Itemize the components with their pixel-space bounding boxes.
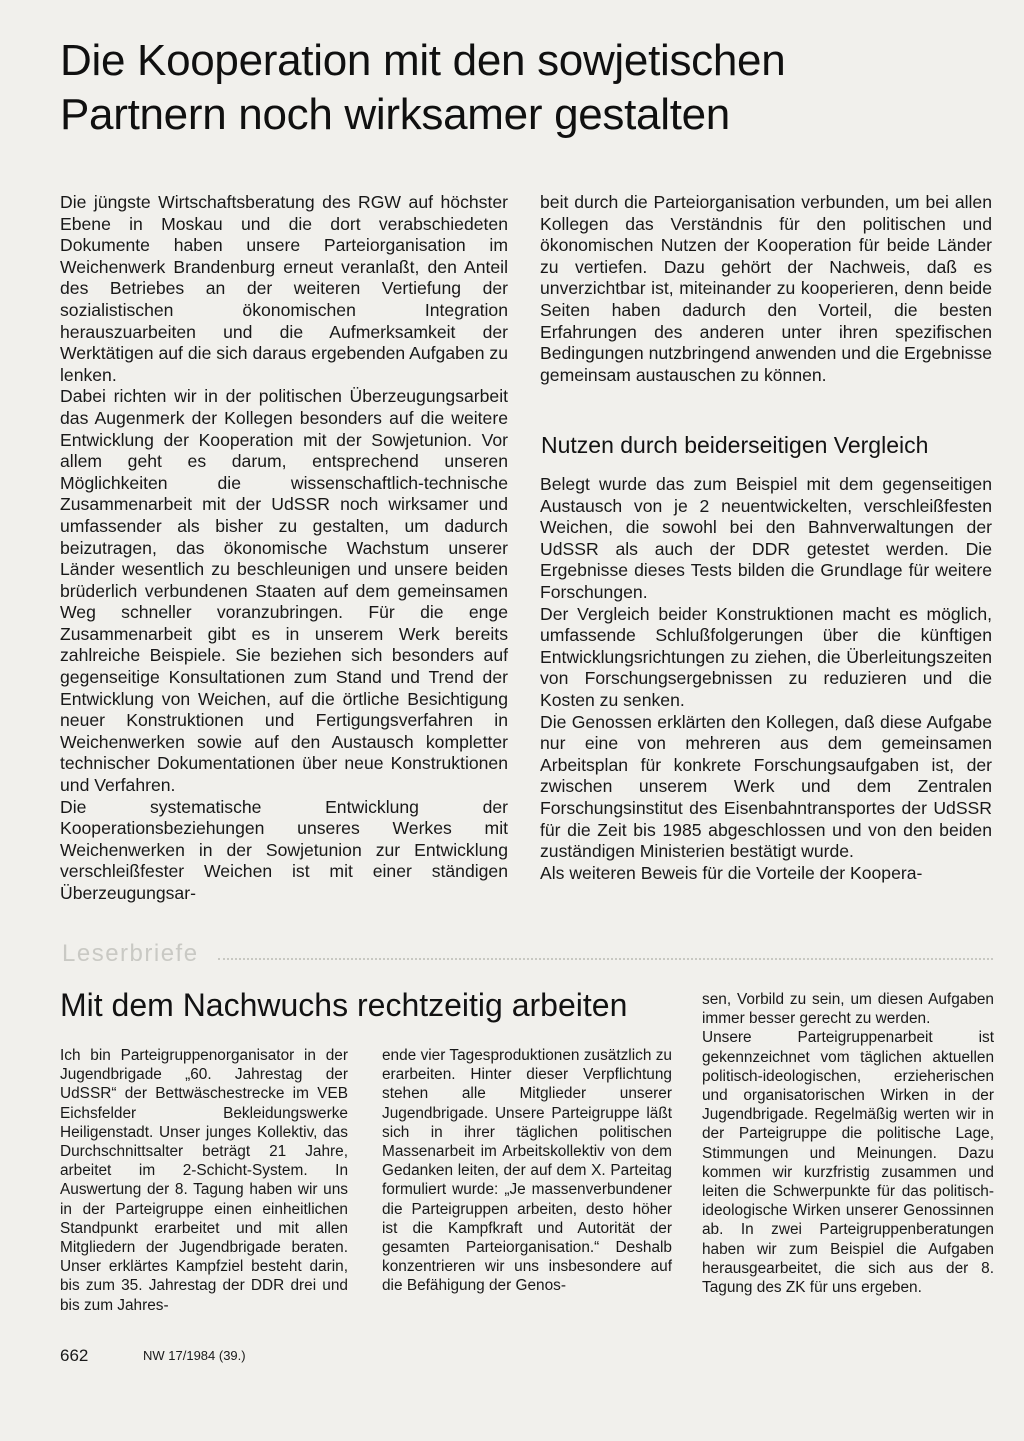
paragraph: Die jüngste Wirtschaftsberatung des RGW auf höchster Ebene in Moskau und die dort verabschiedeten Dokumente haben unsere Parteiorganisation im Weichenwerk Brandenburg erneut veranlaßt, den Anteil des Betriebes an der weiteren Vertiefung der sozialistischen ökonomischen Integration herauszuarbeiten und die Aufmerksamkeit der Werktätigen auf die sich daraus ergebenden Aufgaben zu lenken. — [60, 192, 508, 385]
article-title-line-2: Partnern noch wirksamer gestalten — [60, 90, 730, 139]
issue-label: NW 17/1984 (39.) — [143, 1348, 246, 1363]
article-title-line-1: Die Kooperation mit den sowjetischen — [60, 36, 786, 85]
section-divider — [218, 958, 993, 960]
paragraph: Belegt wurde das zum Beispiel mit dem gegenseitigen Austausch von je 2 neuentwickelten, verschleißfesten Weichen, die sowohl bei den Bahnverwaltungen der UdSSR als auch der DDR getestet werden. Die Ergebnisse dieses Tests bilden die Grundlage für weitere Forschungen. — [540, 474, 992, 602]
paragraph: Ich bin Parteigruppenorganisator in der Jugendbrigade „60. Jahrestag der UdSSR“ der Bettwäschestrecke im VEB Eichsfelder Bekleidungswerke Heiligenstadt. Unser junges Kollektiv, das Durchschnittsalter beträgt 21 Jahre, arbeitet im 2-Schicht-System. In Auswertung der 8. Tagung haben wir uns in der Parteigruppe einen einheitlichen Standpunkt erarbeitet und mit allen Mitgliedern der Jugendbrigade beraten. Unser erklärtes Kampfziel besteht darin, bis zum 35. Jahrestag der DDR drei und bis zum Jahres- — [60, 1047, 348, 1314]
article-left-column — [60, 192, 508, 905]
letter-title: Mit dem Nachwuchs rechtzeitig arbeiten — [60, 987, 628, 1023]
article-title — [60, 34, 990, 142]
paragraph: sen, Vorbild zu sein, um diesen Aufgaben immer besser gerecht zu werden. — [702, 991, 994, 1028]
paragraph: Die systematische Entwicklung der Kooperationsbeziehungen unseres Werkes mit Weichenwerken in der Sowjetunion zur Entwicklung verschleißfester Weichen ist mit einer ständigen Überzeugungsar- — [60, 796, 508, 903]
section-label-leserbriefe: Leserbriefe — [62, 940, 199, 967]
letter-column-2 — [382, 1046, 672, 1296]
paragraph: Als weiteren Beweis für die Vorteile der Koopera- — [540, 862, 923, 883]
paragraph: Die Genossen erklärten den Kollegen, daß diese Aufgabe nur eine von mehreren aus dem gemeinsamen Arbeitsplan für konkrete Forschungsaufgaben ist, der zwischen unserem Werk und dem Zentralen Forschungsinstitut des Eisenbahntransportes der UdSSR für die Zeit bis 1985 abgeschlossen und von den beiden zuständigen Ministerien bestätigt wurde. — [540, 711, 992, 862]
article-subheading: Nutzen durch beiderseitigen Vergleich — [541, 432, 929, 458]
letter-column-3 — [702, 990, 994, 1297]
paragraph: Dabei richten wir in der politischen Überzeugungsarbeit das Augenmerk der Kollegen besonders auf die weitere Entwicklung der Kooperation mit der Sowjetunion. Vor allem geht es darum, entsprechend unseren Möglichkeiten die wissenschaftlich-technische Zusammenarbeit mit der UdSSR noch wirksamer und umfassender als bisher zu gestalten, um dadurch beizutragen, das ökonomische Wachstum unserer Länder wesentlich zu beschleunigen und unsere beiden brüderlich verbundenen Staaten auf dem gemeinsamen Weg schneller voranzubringen. Für die enge Zusammenarbeit gibt es in unserem Werk bereits zahlreiche Beispiele. Sie beziehen sich besonders auf gegenseitige Konsultationen zum Stand und Trend der Entwicklung von Weichen, auf die örtliche Besichtigung neuer Konstruktionen und Fertigungsverfahren in Weichenwerken sowie auf den Austausch kompletter technischer Dokumentationen über neue Konstruktionen und Verfahren. — [60, 386, 508, 796]
article-right-column-bottom — [540, 474, 992, 884]
paragraph: beit durch die Parteiorganisation verbunden, um bei allen Kollegen das Verständnis für den politischen und ökonomischen Nutzen der Kooperation für beide Länder zu vertiefen. Dazu gehört der Nachweis, daß es unverzichtbar ist, miteinander zu kooperieren, denn beide Seiten haben dadurch den Vorteil, die besten Erfahrungen des anderen unter ihren spezifischen Bedingungen nutzbringend anwenden und die Ergebnisse gemeinsam austauschen zu können. — [540, 192, 992, 385]
paragraph: ende vier Tagesproduktionen zusätzlich zu erarbeiten. Hinter dieser Verpflichtung stehen alle Mitglieder unserer Jugendbrigade. Unsere Parteigruppe läßt sich in ihrer täglichen politischen Massenarbeit im Arbeitskollektiv von dem Gedanken leiten, der auf dem X. Parteitag formuliert wurde: „Je massenverbundener die Parteigruppen arbeiten, desto höher ist die Kampfkraft und Autorität der gesamten Parteiorganisation.“ Deshalb konzentrieren wir uns insbesondere auf die Befähigung der Genos- — [382, 1047, 672, 1295]
paragraph: Der Vergleich beider Konstruktionen macht es möglich, umfassende Schlußfolgerungen über die künftigen Entwicklungsrichtungen zu ziehen, die Überleitungszeiten von Forschungsergebnissen zu reduzieren und die Kosten zu senken. — [540, 603, 992, 710]
paragraph: Unsere Parteigruppenarbeit ist gekennzeichnet vom täglichen aktuellen politisch-ideologischen, erzieherischen und organisatorischen Wirken in der Jugendbrigade. Regelmäßig werten wir in der Parteigruppe die politische Lage, Stimmungen und Meinungen. Dazu kommen wir kurzfristig zusammen und leiten die Schwerpunkte für das politisch-ideologische Wirken unserer Genossinnen ab. In zwei Parteigruppenberatungen haben wir zum Beispiel die Aufgaben herausgearbeitet, die sich aus der 8. Tagung des ZK für uns ergeben. — [702, 1029, 994, 1297]
article-right-column-top — [540, 192, 992, 386]
letter-column-1 — [60, 1046, 348, 1315]
page-number: 662 — [60, 1346, 89, 1365]
